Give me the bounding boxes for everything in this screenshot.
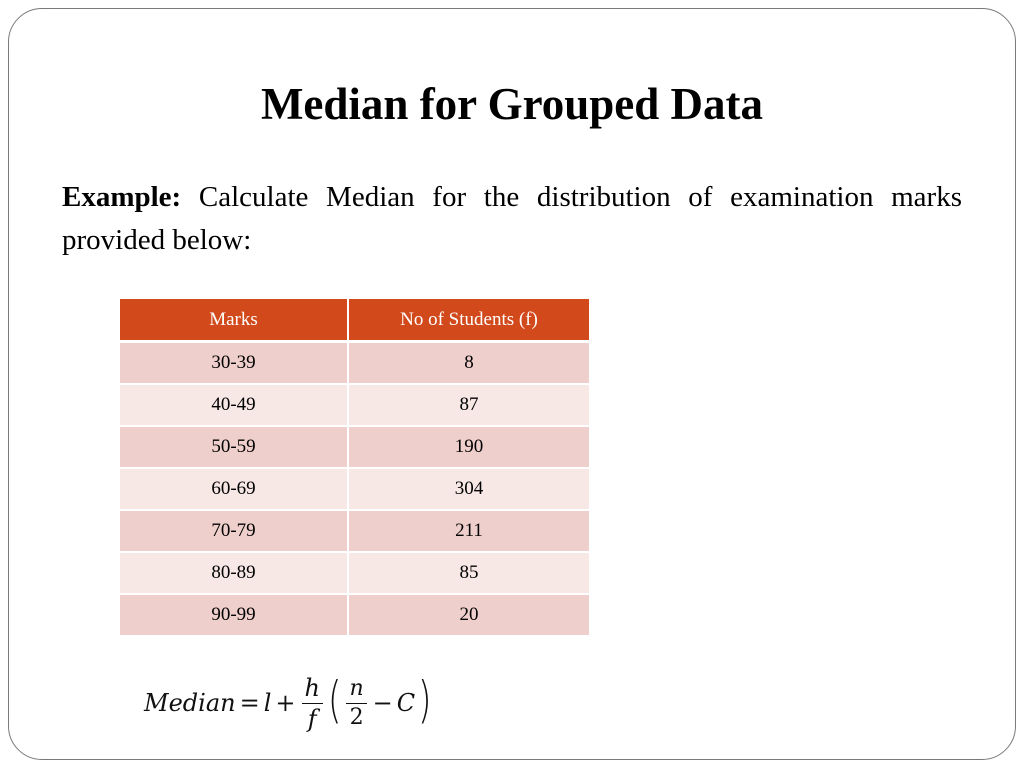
header-marks: Marks bbox=[120, 299, 348, 342]
formula-f: f bbox=[307, 704, 317, 733]
formula-n: n bbox=[346, 678, 366, 704]
students-cell: 8 bbox=[348, 342, 589, 385]
formula-two: 2 bbox=[349, 704, 364, 730]
median-formula bbox=[144, 668, 435, 738]
students-cell: 304 bbox=[348, 468, 589, 510]
slide-title: Median for Grouped Data bbox=[260, 79, 764, 129]
example-label: Example: bbox=[62, 181, 182, 213]
formula-median-label: Median bbox=[144, 689, 236, 717]
table-row bbox=[120, 468, 589, 510]
header-students: No of Students (f) bbox=[348, 299, 589, 342]
marks-cell: 90-99 bbox=[120, 594, 348, 636]
table-row bbox=[120, 426, 589, 468]
table-row bbox=[120, 510, 589, 552]
table-header-row bbox=[120, 299, 589, 342]
formula-n-over-2 bbox=[346, 675, 366, 730]
table-row bbox=[120, 594, 589, 636]
marks-cell: 50-59 bbox=[120, 426, 348, 468]
formula-minus: − bbox=[372, 689, 393, 717]
marks-cell: 40-49 bbox=[120, 384, 348, 426]
table-row bbox=[120, 342, 589, 385]
marks-cell: 80-89 bbox=[120, 552, 348, 594]
example-text: Calculate Median for the distribution of examination marks provided below: bbox=[62, 181, 962, 256]
students-cell: 190 bbox=[348, 426, 589, 468]
example-paragraph bbox=[62, 176, 962, 262]
marks-table bbox=[120, 299, 589, 637]
students-cell: 87 bbox=[348, 384, 589, 426]
table-row bbox=[120, 384, 589, 426]
formula-c: C bbox=[396, 689, 416, 717]
students-cell: 20 bbox=[348, 594, 589, 636]
formula-l: l bbox=[263, 689, 272, 717]
formula-h: h bbox=[302, 676, 323, 704]
students-cell: 85 bbox=[348, 552, 589, 594]
formula-equals: = bbox=[239, 689, 260, 717]
formula-open-paren: ( bbox=[327, 671, 342, 729]
formula-close-paren: ) bbox=[418, 671, 432, 729]
table-row bbox=[120, 552, 589, 594]
formula-h-over-f bbox=[302, 673, 323, 733]
marks-cell: 70-79 bbox=[120, 510, 348, 552]
marks-cell: 30-39 bbox=[120, 342, 348, 385]
formula-plus: + bbox=[275, 689, 296, 717]
students-cell: 211 bbox=[348, 510, 589, 552]
marks-cell: 60-69 bbox=[120, 468, 348, 510]
